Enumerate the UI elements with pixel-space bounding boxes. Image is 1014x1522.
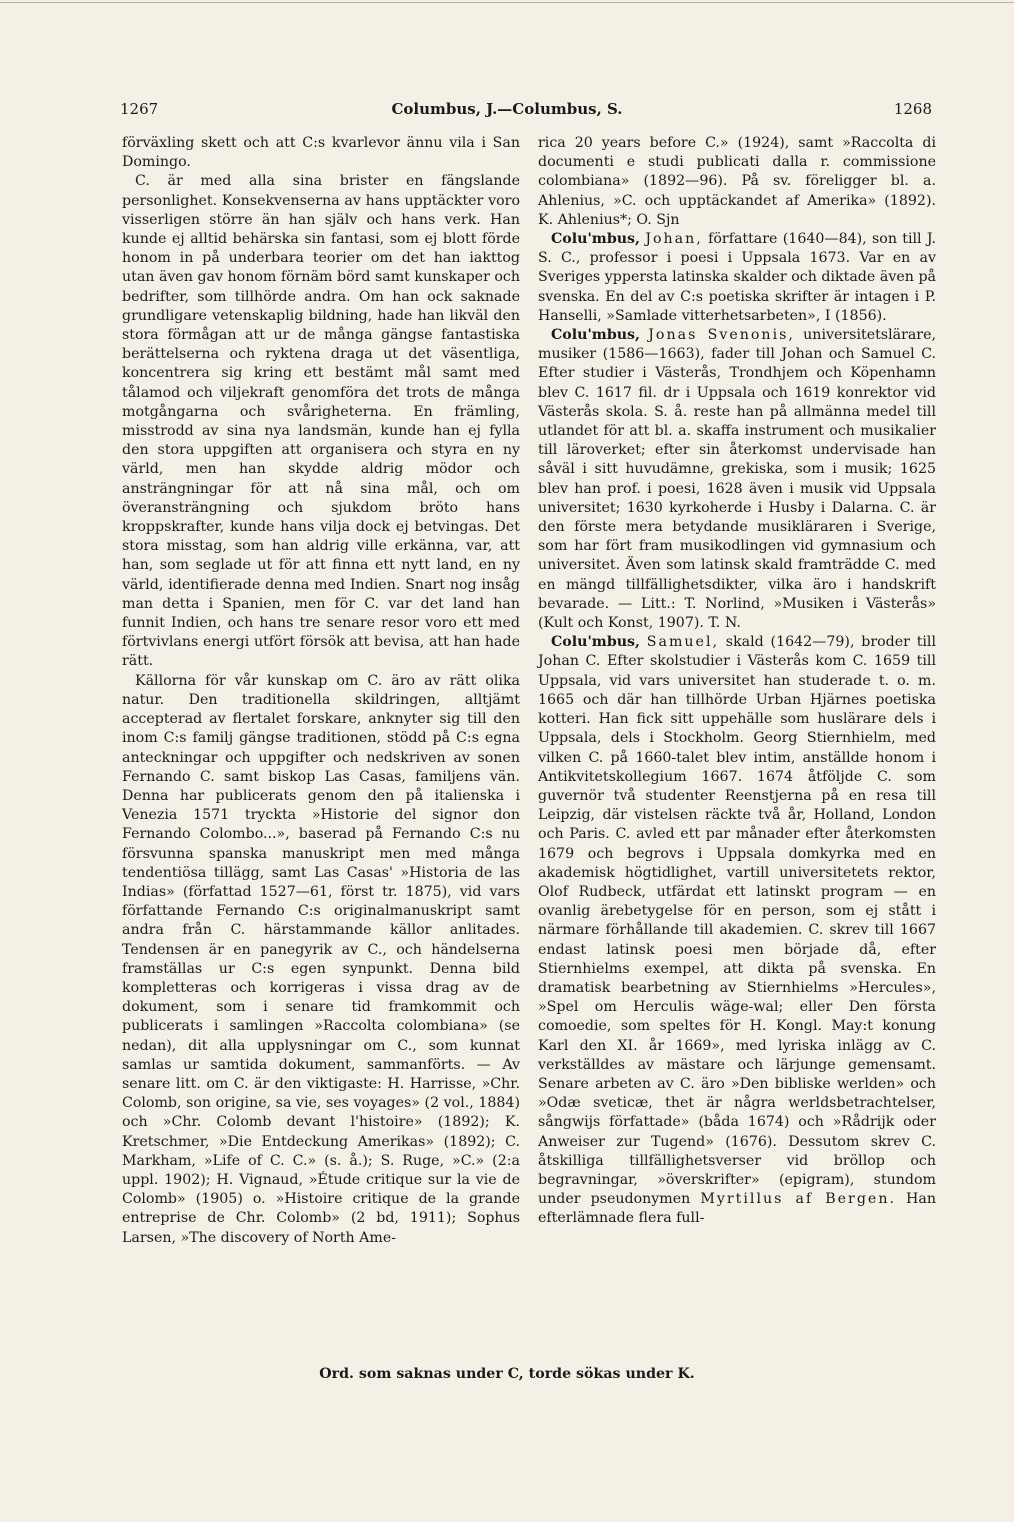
entry-name: Jonas Svenonis, [648, 327, 795, 344]
author-signature: K. Ahlenius*; O. Sjn [538, 211, 680, 228]
right-column [538, 134, 936, 1229]
paragraph-text: rica 20 years before C.» (1924), samt »Raccolta di documenti e studi publicati dalla r. commissione colombiana» (1892—96). På sv. föreligger bl. a. Ahlenius, »C. och upptäckandet af Amerika» (1892). [538, 135, 936, 209]
entry-text: författare (1640—84), son till J. S. C., professor i poesi i Uppsala 1673. Var en av Sveriges yppersta latinska skalder och diktade även på svenska. En del av C:s poetiska skrifter är intagen i P. Hanselli, »Samlade vitterhetsarbeten», I (1856). [538, 231, 937, 324]
running-title: Columbus, J.—Columbus, S. [391, 100, 623, 118]
entry-headword: Colu'mbus, [551, 634, 640, 651]
top-rule [0, 2, 1014, 3]
paragraph: Källorna för vår kunskap om C. äro av rätt olika natur. Den traditionella skildringen, alltjämt accepterad av flertalet forskare, anknyter sig till den inom C:s familj gängse traditionen, stödd på C:s egna anteckningar och uppgifter och nedskriven av sonen Fernando C. samt biskop Las Casas, familjens vän. Denna har publicerats genom den på italienska i Venezia 1571 tryckta »Historie del signor don Fernando Colombo...», baserad på Fernando C:s nu försvunna spanska manuskript men med många tendentiösa tillägg, samt Las Casas' »Historia de las Indias» (författad 1527—61, först tr. 1875), vid vars författande Fernando C:s originalmanuskript samt andra från C. härstammande källor anlitades. Tendensen är en panegyrik av C., och händelserna framställas ur C:s egen synpunkt. Denna bild kompletteras och korrigeras i vissa drag av de dokument, som i senare tid framkommit och publicerats i samlingen »Raccolta colombiana» (se nedan), dit alla upplysningar om C., som kunnat samlas ur samtida dokument, sammanförts. — Av senare litt. om C. är den viktigaste: H. Harrisse, »Chr. Colomb, son origine, sa vie, ses voyages» (2 vol., 1884) och »Chr. Colomb devant l'histoire» (1892); K. Kretschmer, »Die Entdeckung Amerikas» (1892); C. Markham, »Life of C. C.» (s. å.); S. Ruge, »C.» (2:a uppl. 1902); H. Vignaud, »Étude critique sur la vie de Colomb» (1905) o. »Histoire critique de la grande entreprise de Chr. Colomb» (2 bd, 1911); Sophus Larsen, »The discovery of North Ame- [122, 672, 520, 1246]
entry-text: universitetslärare, musiker (1586—1663), fader till Johan och Samuel C. Efter studier i Västerås, Trondhjem och Köpenhamn blev C. 1617 fil. dr i Uppsala och 1619 konrektor vid Västerås skola. S. å. reste han på allmänna medel till utlandet för att bl. a. skaffa instrument och musikalier till läroverket; efter sin återkomst undervisade han såväl i sitt huvudämne, grekiska, som i musik; 1625 blev han prof. i poesi, 1628 även i musik vid Uppsala universitet; 1630 kyrkoherde i Husby i Dalarna. C. är den förste mera betydande musikläraren i Sverige, som har fört fram musikodlingen vid gymnasium och universitet. Även som latinsk skald framträdde C. med en mängd tillfällighetsdikter, vilka äro i handskrift bevarade. — Litt.: T. Norlind, »Musiken i Västerås» (Kult och Konst, 1907). [538, 327, 936, 632]
paragraph: C. är med alla sina brister en fängslande personlighet. Konsekvenserna av hans upptäckter voro visserligen större än han själv och hans verk. Han kunde ej alltid behärska sin fantasi, som ej blott förde honom in på underbara teorier om det han iakttog utan även gav honom förnäm börd samt kunskaper och bedrifter, som tillhörde andra. Om han ock saknade grundligare vetenskaplig bildning, hade han likväl den stora förmågan att ur de många gängse fantastiska berättelserna och ryktena draga ut det väsentliga, koncentrera sig kring ett bestämt mål samt med tålamod och viljekraft genomföra det trots de många motgångarna och svårigheterna. En främling, misstrodd av sina nya landsmän, kunde han ej fylla den stora uppgiften att organisera och styra en ny värld, men han skydde aldrig mödor och ansträngningar för att nå sina mål, och om överansträngning och sjukdom bröto hans kroppskrafter, kunde hans vilja dock ej betvingas. Det stora misstag, som han aldrig ville erkänna, var, att han, som seglade ut för att finna ett nytt land, en ny värld, identifierade denna med Indien. Snart nog insåg man detta i Spanien, men för C. var det land han funnit Indien, och hans tre senare resor voro ett med förtvivlans energi utfört försök att bevisa, att han hade rätt. [122, 173, 520, 670]
paragraph [538, 134, 936, 230]
entry-headword: Colu'mbus, [551, 231, 640, 248]
footer-note: Ord. som saknas under C, torde sökas under K. [319, 1366, 695, 1382]
entry-samuel [538, 633, 936, 1228]
entry-headword: Colu'mbus, [551, 327, 640, 344]
entry-text: skald (1642—79), broder till Johan C. Efter skolstudier i Västerås kom C. 1659 till Uppsala, vid vars universitet han studerade t. o. m. 1665 och där han tillhörde Urban Hjärnes poetiska kotteri. Han fick sitt uppehälle som huslärare dels i Uppsala, dels i Stockholm. Georg Stiernhielm, med vilken C. på 1660-talet blev intim, anställde honom i Antikvitetskollegium 1667. 1674 åtföljde C. som guvernör två studenter Reenstjerna på en resa till Leipzig, där vistelsen räckte två år, Holland, London och Paris. C. avled ett par månader efter återkomsten 1679 och begrovs i Uppsala domkyrka med en akademisk högtidlighet, vartill universitetets rektor, Olof Rudbeck, utfärdat ett latinskt program — en ovanlig ärebetygelse för en person, som ej stått i närmare förhållande till akademien. C. skrev till 1667 endast latinsk poesi men började då, efter Stiernhielms exempel, att dikta på svenska. En dramatisk bearbetning av Stiernhielms »Hercules», »Spel om Herculis wäge-wal; eller Den första comoedie, som speltes för H. Kongl. May:t konung Karl den XI. år 1669», med lyriska inlägg av C. verkställdes av mästare och lärjunge gemensamt. Senare arbeten av C. äro »Den bibliske werlden» och »Odæ sveticæ, thet är några werldsbetrachtelser, sångwijs författade» (båda 1674) och »Rådrijk oder Anweiser zur Tugend» (1676). Dessutom skrev C. åtskilliga tillfällighetsverser vid bröllop och begravningar, »överskrifter» (epigram), stundom under pseudonymen [538, 634, 937, 1208]
page-number-left: 1267 [120, 100, 159, 118]
paragraph: förväxling skett och att C:s kvarlevor ännu vila i San Domingo. [122, 135, 520, 171]
running-header [0, 100, 1014, 124]
page-number-right: 1268 [893, 100, 932, 118]
entry-johan [538, 230, 936, 326]
entry-name: Johan, [645, 231, 703, 248]
author-signature: T. N. [708, 615, 741, 632]
left-column [122, 134, 520, 1248]
pseudonym: Myrtillus af Bergen. [700, 1191, 896, 1208]
entry-name: Samuel, [646, 634, 719, 651]
entry-jonas [538, 326, 936, 633]
entry-text-end: Han efterlämnade flera full- [538, 1191, 937, 1227]
